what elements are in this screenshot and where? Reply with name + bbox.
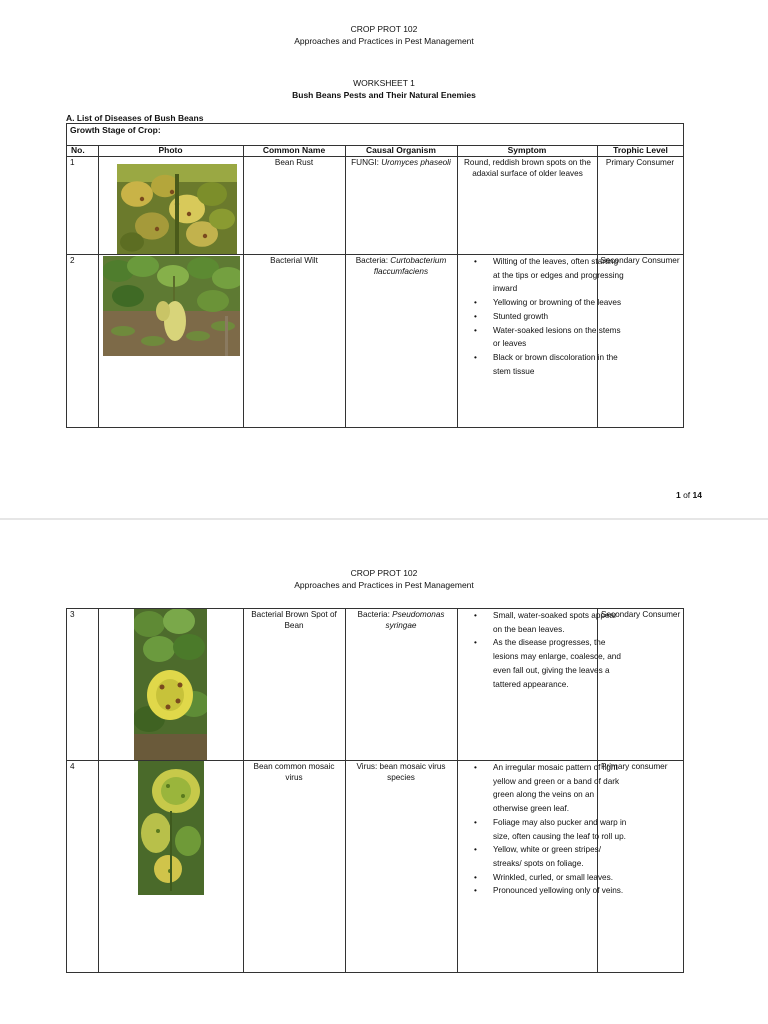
course-header-page2 (0, 567, 768, 591)
col-header-trophic-level: Trophic Level (613, 145, 668, 155)
symptom-item: • Small, water-soaked spots appear on the bean leaves. (493, 609, 627, 636)
course-code: CROP PROT 102 (350, 24, 418, 34)
page-current: 1 (675, 490, 681, 500)
bacterial-wilt-photo (103, 256, 240, 356)
common-name: Bacterial Brown Spot of Bean (251, 610, 337, 630)
worksheet-label: WORKSHEET 1 (353, 78, 415, 88)
course-title: Approaches and Practices in Pest Management (294, 580, 474, 590)
col-header-symptom: Symptom (507, 145, 547, 155)
symptom-text: Round, reddish brown spots on the adaxial surface of older leaves (464, 158, 591, 178)
bean-rust-photo (117, 164, 237, 254)
document-page-2 (0, 520, 768, 1024)
causal-organism (348, 157, 454, 168)
common-name: Bacterial Wilt (270, 256, 318, 265)
symptom-item: • Water-soaked lesions on the stems or leaves (493, 324, 627, 351)
causal-organism (348, 255, 454, 277)
symptom-item: • As the disease progresses, the lesions may enlarge, coalesce, and even fall out, giving the leaves a tattered appearance. (493, 636, 627, 691)
worksheet-title: Bush Beans Pests and Their Natural Enemies (292, 90, 476, 100)
symptom-item: • An irregular mosaic pattern of light yellow and green or a band of dark green along the veins on an otherwise green leaf. (493, 761, 627, 816)
row-number: 2 (70, 256, 75, 265)
organism-type: Bacteria: (355, 256, 391, 265)
table-column-rule (345, 145, 346, 428)
table-column-rule (243, 145, 244, 428)
symptom-item: • Yellow, white or green stripes/ streaks/ spots on foliage. (493, 843, 627, 870)
worksheet-header (0, 77, 768, 101)
organism-type: Virus: bean mosaic virus species (356, 762, 446, 782)
organism-name: Uromyces phaseoli (381, 158, 451, 167)
trophic-level: Secondary Consumer (601, 610, 681, 619)
trophic-level: Secondary Consumer (600, 256, 680, 265)
growth-stage-label: Growth Stage of Crop: (70, 125, 161, 135)
symptom-item: • Pronounced yellowing only of veins. (493, 884, 627, 898)
row-number: 3 (70, 610, 75, 619)
symptom-item: • Stunted growth (493, 310, 627, 324)
course-code: CROP PROT 102 (350, 568, 418, 578)
row-number: 4 (70, 762, 75, 771)
table-column-rule (98, 145, 99, 428)
page-total: 14 (692, 490, 702, 500)
col-header-photo: Photo (158, 145, 183, 155)
common-name: Bean Rust (274, 158, 314, 167)
course-header (0, 23, 768, 47)
course-title: Approaches and Practices in Pest Management (294, 36, 474, 46)
symptom-item: • Wilting of the leaves, often starting at the tips or edges and progressing inward (493, 255, 627, 296)
symptom-list (459, 255, 627, 378)
symptom-item: • Black or brown discoloration in the stem tissue (493, 351, 627, 378)
organism-name: Pseudomonas syringae (385, 610, 445, 630)
table-column-rule (457, 145, 458, 428)
col-header-causal-organism: Causal Organism (366, 145, 436, 155)
page-sep: of (680, 490, 693, 500)
organism-type: Bacteria: (357, 610, 393, 619)
symptom-item: • Wrinkled, curled, or small leaves. (493, 871, 627, 885)
symptom-item: • Foliage may also pucker and warp in size, often causing the leaf to roll up. (493, 816, 627, 843)
row-number: 1 (70, 158, 75, 167)
symptom-item: • Yellowing or browning of the leaves (493, 296, 627, 310)
col-header-common-name: Common Name (262, 145, 326, 155)
trophic-level: Primary Consumer (605, 158, 675, 167)
organism-type: FUNGI: (351, 158, 382, 167)
common-name: Bean common mosaic virus (253, 762, 335, 782)
trophic-level: Primary consumer (601, 762, 668, 771)
page-number (676, 490, 702, 500)
organism-name: Curtobacterium flaccumfaciens (373, 256, 447, 276)
section-title: A. List of Diseases of Bush Beans (66, 113, 204, 123)
col-header-no: No. (71, 145, 85, 155)
